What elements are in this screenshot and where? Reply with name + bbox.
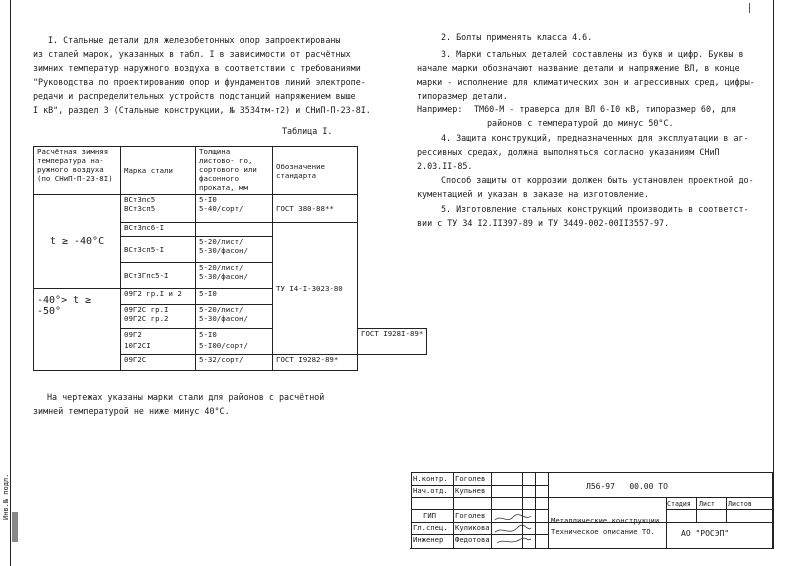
sheet-label: Лист xyxy=(699,500,715,508)
thickness-cell: 5-20/лист/ 5-30/фасон/ xyxy=(196,263,273,289)
document-code: Л56-97 00.00 ТО xyxy=(586,482,668,491)
example-label: Например: xyxy=(417,104,463,114)
paragraph-2: 2. Болты применять класса 4.6. xyxy=(441,32,593,42)
thickness-cell: 5-I0 5-40/сорт/ xyxy=(196,195,273,223)
scan-mark xyxy=(12,512,18,542)
table-header-row xyxy=(34,147,427,195)
paragraph-4-line: 4. Защита конструкций, предназначенных для эксплуатации в аг- xyxy=(441,133,749,143)
role-label: Н.контр. xyxy=(413,474,448,483)
standard-cell: ГОСТ 380-88** xyxy=(273,195,358,223)
person-name: Куликова xyxy=(455,523,490,532)
person-name: Гоголев xyxy=(455,511,486,520)
inventory-code: Инв.№ подл. xyxy=(2,473,10,520)
paragraph-1-line: из сталей марок, указанных в табл. I в зависимости от расчётных xyxy=(33,49,351,59)
paragraph-4-line: 2.03.II-85. xyxy=(417,161,473,171)
person-name: Гоголев xyxy=(455,474,486,483)
table-row xyxy=(34,195,427,223)
paragraph-1-line: редачи и распределительных устройств подстанций напряжением выше xyxy=(33,91,356,101)
paragraph-1-line: "Руководства по проектированию опор и фундаментов линий электропе- xyxy=(33,77,366,87)
example-line: районов с температурой до минус 50°С. xyxy=(487,118,674,128)
paragraph-5-line: 5. Изготовление стальных конструкций производить в соответст- xyxy=(441,204,749,214)
person-name: Федотова xyxy=(455,535,490,544)
thickness-cell: 5-20/лист/ 5-30/фасон/ xyxy=(196,237,273,263)
paragraph-3-line: начале марки обозначают название детали и напряжение ВЛ, в конце xyxy=(417,63,740,73)
frame-bottom-line xyxy=(410,548,774,549)
organization-name: АО "РОСЭП" xyxy=(681,529,730,538)
table-note-line: На чертежах указаны марки стали для районов с расчётной xyxy=(47,392,325,402)
role-label: Гл.спец. xyxy=(413,523,448,532)
table-row xyxy=(34,289,427,305)
stamp-title: Металлические конструкции Техническое описание ТО. xyxy=(551,516,660,536)
grade-cell: ВСт3Гпс5-I xyxy=(121,263,196,289)
role-label: ГИП xyxy=(423,511,436,520)
thickness-cell: 5-I0 5-I00/сорт/ xyxy=(196,329,273,355)
header-thickness: Толщина листово- го, сортового или фасонного проката, мм xyxy=(196,147,273,195)
standard-cell: ГОСТ I9282-89* xyxy=(273,355,358,371)
grade-cell: ВСт3пс6-I xyxy=(121,223,196,237)
paragraph-1-line: I кВ", раздел 3 (Стальные конструкции, № 3534тм-т2) и СНиП-П-23-8I. xyxy=(33,105,371,115)
thickness-cell xyxy=(196,223,273,237)
table-title: Таблица I. xyxy=(282,126,333,136)
grade-cell: 09Г2 10Г2СI xyxy=(121,329,196,355)
stage-label: Стадия xyxy=(667,500,691,508)
frame-right-line xyxy=(773,0,774,548)
grade-cell: 09Г2С xyxy=(121,355,196,371)
signature-marks xyxy=(493,512,533,546)
steel-grade-table xyxy=(33,146,427,371)
example-line: ТМ60-М - траверса для ВЛ 6-I0 кВ, типоразмер 60, для xyxy=(474,104,737,114)
paragraph-4-line: рессивных средах, должна выполняться согласно указаниям СНиП xyxy=(417,147,720,157)
header-steel-grade: Марка стали xyxy=(121,147,196,195)
grade-cell: 09Г2 гр.I и 2 xyxy=(121,289,196,305)
thickness-cell: 5-20/лист/ 5-30/фасон/ xyxy=(196,305,273,329)
table-note-line: зимней температурой не ниже минус 40°С. xyxy=(33,406,230,416)
paragraph-5-line: вии с ТУ 34 I2.II397-89 и ТУ 3449-002-00II3557-97. xyxy=(417,218,670,228)
standard-cell: ГОСТ I928I-89* xyxy=(358,329,427,355)
standard-cell-tu: ТУ I4-I-3023-80 xyxy=(273,223,358,355)
temp-zone-1: t ≥ -40°C xyxy=(34,195,121,289)
grade-cell: ВСт3сп5-I xyxy=(121,237,196,263)
role-label: Нач.отд. xyxy=(413,486,448,495)
temp-zone-2: -40°> t ≥ -50° xyxy=(34,289,121,371)
grade-cell: ВСт3пс5 ВСт3сп5 xyxy=(121,195,196,223)
sheets-label: Листов xyxy=(728,500,752,508)
paragraph-4b-line: кументацией и указан в заказе на изготовление. xyxy=(417,189,649,199)
role-label: Инженер xyxy=(413,535,444,544)
grade-cell: 09Г2С гр.I 09Г2С гр.2 xyxy=(121,305,196,329)
person-name: Кульнев xyxy=(455,486,486,495)
paragraph-3-line: марки - исполнение для климатических зон и агрессивных сред, цифры- xyxy=(417,77,755,87)
header-temperature: Расчётная зимняя температура на- ружного воздуха (по СНиП-П-23-8I) xyxy=(34,147,121,195)
paragraph-1-line: I. Стальные детали для железобетонных опор запроектированы xyxy=(48,35,341,45)
scan-mark xyxy=(749,3,750,13)
thickness-cell: 5-I0 xyxy=(196,289,273,305)
paragraph-3-line: 3. Марки стальных деталей составлены из букв и цифр. Буквы в xyxy=(441,49,744,59)
title-block xyxy=(411,472,773,548)
paragraph-3-line: типоразмер детали. xyxy=(417,91,508,101)
paragraph-1-line: зимних температур наружного воздуха в соответствии с требованиями xyxy=(33,63,361,73)
thickness-cell: 5-32/сорт/ xyxy=(196,355,273,371)
frame-left-line xyxy=(10,0,11,566)
header-standard: Обозначение стандарта xyxy=(273,147,358,195)
paragraph-4b-line: Способ защиты от коррозии должен быть установлен проектной до- xyxy=(441,175,754,185)
